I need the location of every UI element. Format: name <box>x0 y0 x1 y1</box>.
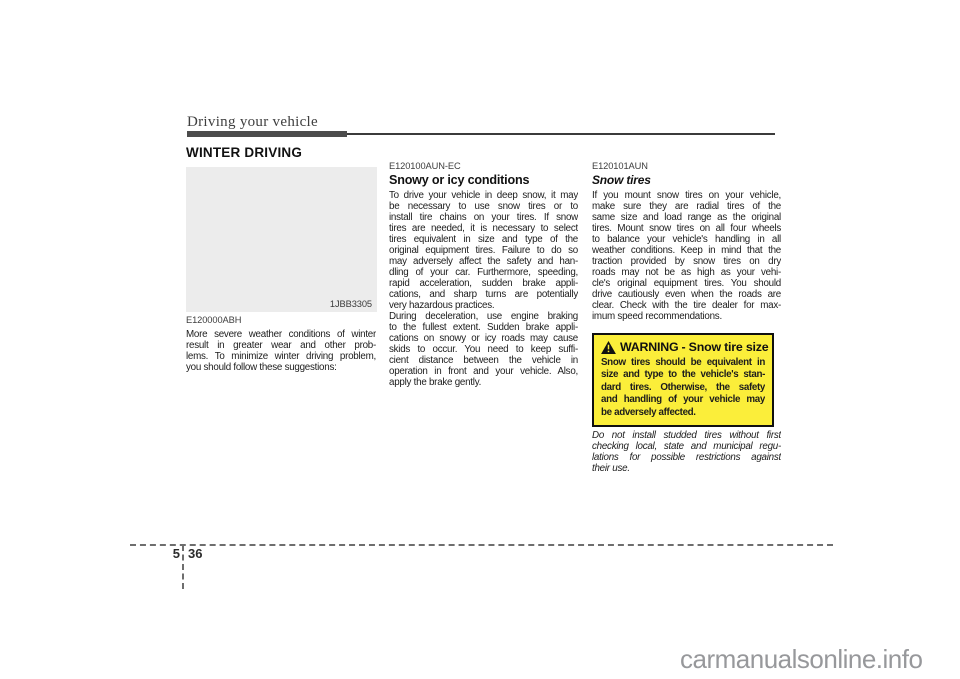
section-code-left: E120000ABH <box>186 315 242 325</box>
warning-title <box>601 340 769 354</box>
warning-label: WARNING <box>620 340 679 354</box>
footer-fold-line <box>130 544 833 546</box>
page-number: 36 <box>188 546 203 561</box>
warning-triangle-icon <box>601 341 616 354</box>
photo-caption: 1JBB3305 <box>329 299 372 309</box>
warning-title-text: - Snow tire size <box>681 340 769 354</box>
warning-box <box>592 333 774 427</box>
heading-snow-tires: Snow tires <box>592 173 651 187</box>
snowy-icy-paragraph-2: During deceleration, use engine braking to the fullest extent. Sudden brake appli- cations on snowy or icy roads may cause skids to occur. You need to keep suffi- cient distance between the vehicle in operation in front and your vehicle. Also, apply the brake gently. <box>389 311 578 388</box>
intro-paragraph: More severe weather conditions of winter result in greater wear and other prob- lems. To minimize winter driving problem, you should follow these suggestions: <box>186 329 376 373</box>
chapter-number: 5 <box>172 546 180 561</box>
heading-snowy-icy-conditions: Snowy or icy conditions <box>389 173 530 187</box>
snowy-icy-paragraph-1: To drive your vehicle in deep snow, it may be necessary to use snow tires or to install tire chains on your tires. If snow tires are needed, it is necessary to select tires equivalent in size and type of the original equipment tires. Failure to do so may adversely affect the safety and han- dling of your car. Furthermore, speeding, rapid acceleration, sudden brake appli- cations, and sharp turns are potentially very hazardous practices. <box>389 190 578 311</box>
studded-tires-note: Do not install studded tires without first checking local, state and municipal regu- lations for possible restrictions against their use. <box>592 430 781 474</box>
winter-driving-photo-placeholder <box>186 167 377 312</box>
section-code-middle: E120100AUN-EC <box>389 161 461 171</box>
section-code-right: E120101AUN <box>592 161 648 171</box>
chapter-title: Driving your vehicle <box>187 114 318 130</box>
watermark: carmanualsonline.info <box>680 644 923 674</box>
section-title: WINTER DRIVING <box>186 145 303 160</box>
warning-body: Snow tires should be equivalent in size and type to the vehicle's stan- dard tires. Otherwise, the safety and handling of your vehicle may be adversely affected. <box>601 357 765 418</box>
footer-fold-mark <box>182 545 184 589</box>
header-rule-accent <box>187 131 347 137</box>
snow-tires-paragraph: If you mount snow tires on your vehicle, make sure they are radial tires of the same size and load range as the original tires. Mount snow tires on all four wheels to balance your vehicle's handling in all weather conditions. Keep in mind that the traction provided by snow tires on dry roads may not be as high as your vehi- cle's original equipment tires. You should drive cautiously even when the roads are clear. Check with the tire dealer for max- imum speed recommendations. <box>592 190 781 322</box>
